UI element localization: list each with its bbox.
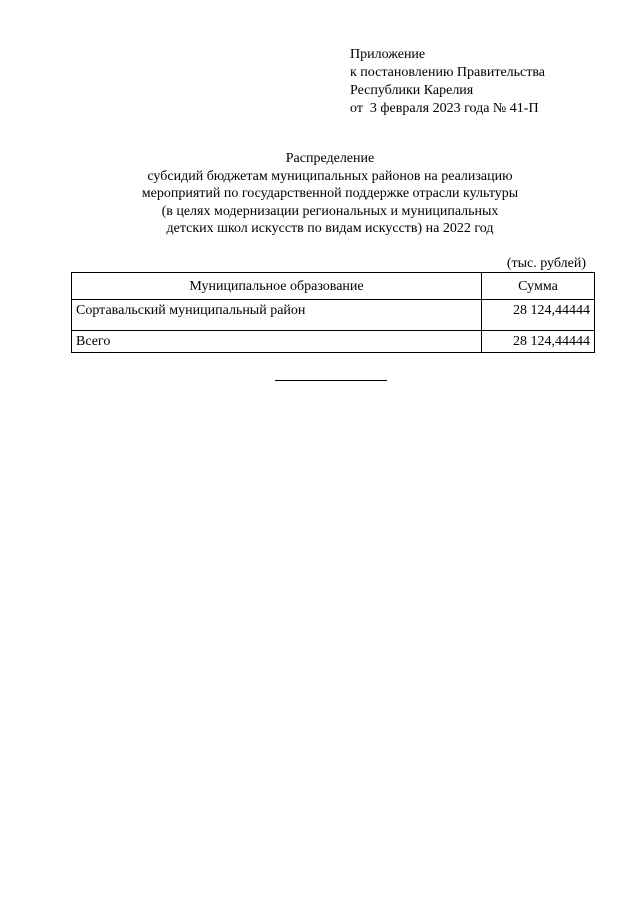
municipality-name-cell: Сортавальский муниципальный район: [72, 300, 482, 331]
appendix-line: Приложение: [350, 47, 426, 62]
title-line: мероприятий по государственной поддержке отрасли культуры: [141, 186, 519, 201]
appendix-header: [350, 46, 545, 118]
table-total-row: [72, 331, 595, 353]
appendix-line: к постановлению Правительства: [350, 65, 546, 80]
title-line: детских школ искусств по видам искусств) на 2022 год: [166, 221, 494, 236]
table-row: [72, 300, 595, 331]
title-line: (в целях модернизации региональных и муниципальных: [161, 203, 499, 219]
units-label: (тыс. рублей): [506, 256, 586, 271]
total-sum-cell: 28 124,44444: [482, 331, 595, 353]
title-line: субсидий бюджетам муниципальных районов на реализацию: [147, 168, 513, 184]
document-title: [90, 150, 570, 238]
total-label-cell: Всего: [72, 331, 482, 353]
table-header-row: [72, 273, 595, 300]
column-header-municipality: Муниципальное образование: [72, 273, 482, 300]
closing-divider: [275, 380, 387, 381]
column-header-sum: Сумма: [482, 273, 595, 300]
title-line: Распределение: [285, 151, 375, 166]
subsidy-table: [71, 272, 595, 353]
appendix-line: от 3 февраля 2023 года № 41-П: [350, 101, 539, 116]
sum-cell: 28 124,44444: [482, 300, 595, 331]
appendix-line: Республики Карелия: [350, 83, 474, 98]
